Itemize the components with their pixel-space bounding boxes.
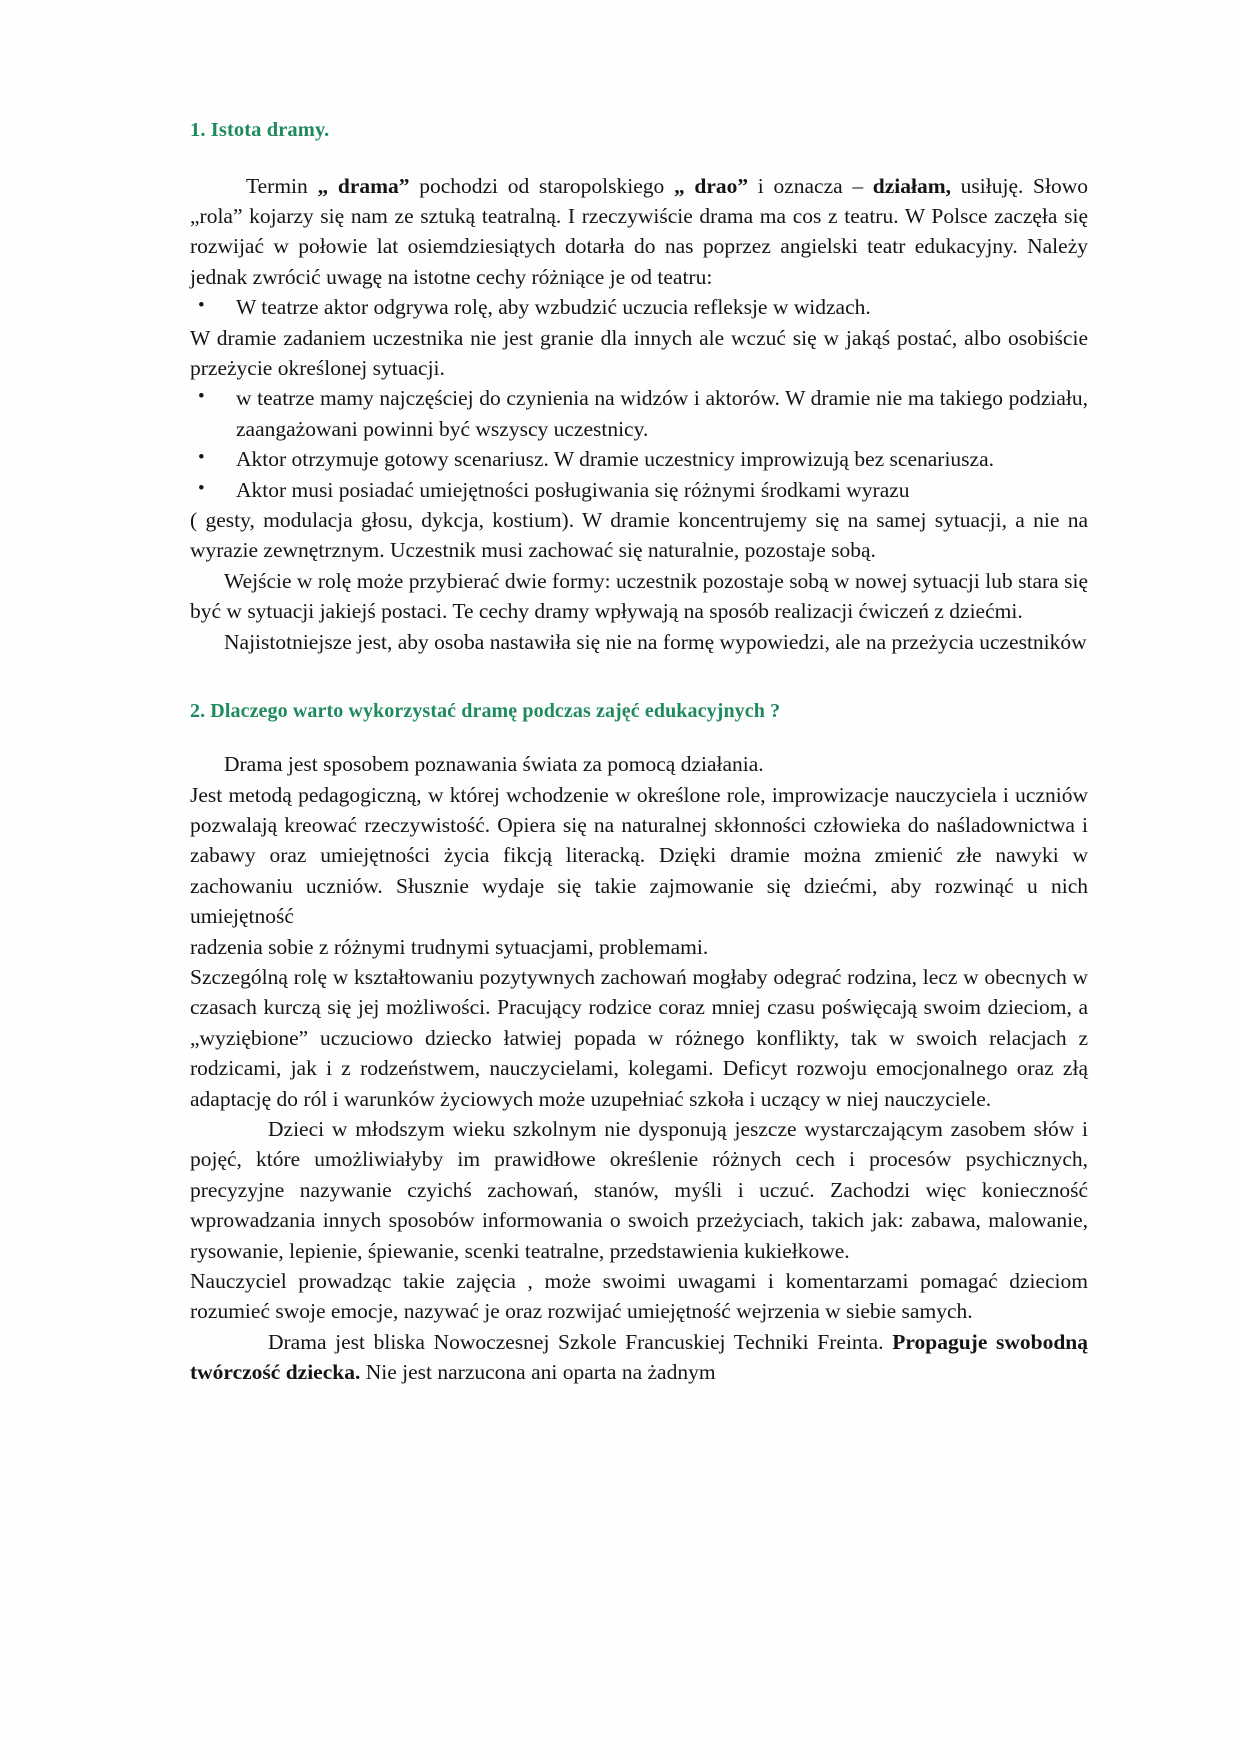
paragraph-najistotniejsze: Najistotniejsze jest, aby osoba nastawiła się nie na formę wypowiedzi, ale na przeżycia uczestników (224, 629, 1087, 654)
freinet-rest: Nie jest narzucona ani oparta na żadnym (365, 1360, 716, 1385)
text-lead: Termin (246, 173, 308, 198)
paragraph-nauczyciel-prowadzac: Nauczyciel prowadząc takie zajęcia , może swoimi uwagami i komentarzami pomagać dzieciom rozumieć swoje emocje, nazywać je oraz rozwijać umiejętność wejrzenia w siebie samych. (190, 1269, 1088, 1324)
list-item-bullet-1 (190, 292, 1088, 322)
term-dzialam: działam, (872, 173, 951, 198)
list-item-bullet-3: • Aktor otrzymuje gotowy scenariusz. W dramie uczestnicy improwizują bez scenariusza. (190, 444, 1088, 474)
section-1-body (190, 171, 1088, 658)
paragraph-termin (190, 171, 1088, 293)
paragraph-metoda-pedagogiczna: Jest metodą pedagogiczną, w której wchodzenie w określone role, improwizacje nauczyciela i uczniów pozwalają kreować rzeczywistość. Opiera się na naturalnej skłonności człowieka do naśladownictwa i zabawy oraz umiejętności życia fikcją literacką. Dzięki dramie można zmienić złe nawyki w zachowaniu uczniów. Słusznie wydaje się takie zajmowanie się dziećmi, aby rozwinąć u nich umiejętność (190, 782, 1088, 929)
drama-vs-theatre-list (190, 383, 1088, 474)
paragraph-after-bullet-4: ( gesty, modulacja głosu, dykcja, kostium). W dramie koncentrujemy się na samej sytuacji, a nie na wyrazie zewnętrznym. Uczestnik musi zachować się naturalnie, pozostaje sobą. (190, 508, 1088, 563)
list-item-bullet-2: • w teatrze mamy najczęściej do czynienia na widzów i aktorów. W dramie nie ma takiego podziału, zaangażowani powinni być wszyscy uczestnicy. (190, 383, 1088, 444)
freinet-lead: Drama jest bliska Nowoczesnej Szkole Francuskiej Techniki Freinta. (268, 1329, 884, 1354)
term-drama: „ drama” (317, 173, 410, 198)
bullet-4-text: Aktor musi posiadać umiejętności posługiwania się różnymi środkami wyrazu (236, 477, 910, 502)
freinet-bold: Propaguje swobodną twórczość dziecka. (190, 1329, 1089, 1385)
text-mid-1: pochodzi od staropolskiego (419, 173, 665, 198)
list-item-bullet-4 (190, 475, 1088, 505)
text-mid-2: i oznacza – (757, 173, 864, 198)
section-heading-2: 2. Dlaczego warto wykorzystać dramę podczas zajęć edukacyjnych ? (190, 700, 781, 723)
paragraph-termin-rest: usiłuję. Słowo „rola” kojarzy się nam ze sztuką teatralną. I rzeczywiście drama ma cos z teatru. W Polsce zaczęła się rozwijać w połowie lat osiemdziesiątych dotarła do nas poprzez angielski teatr edukacyjny. Należy jednak zwrócić uwagę na istotne cechy różniące je od teatru: (190, 173, 1088, 289)
paragraph-after-bullet-1: W dramie zadaniem uczestnika nie jest granie dla innych ale wczuć się w jakąś postać, albo osobiście przeżycie określonej sytuacji. (190, 325, 1088, 381)
bullet-1-text: W teatrze aktor odgrywa rolę, aby wzbudzić uczucia refleksje w widzach. (236, 295, 871, 320)
paragraph-freinet (190, 1327, 1088, 1388)
paragraph-radzenia-sobie: radzenia sobie z różnymi trudnymi sytuacjami, problemami. (190, 934, 709, 959)
section-heading-1: 1. Istota dramy. (190, 119, 330, 141)
paragraph-dzieci-w-mlodszym-wieku: Dzieci w młodszym wieku szkolnym nie dysponują jeszcze wystarczającym zasobem słów i pojęć, które umożliwiałyby im prawidłowe określenie różnych cech i procesów psychicznych, precyzyjne nazywanie czyichś zachowań, stanów, myśli i uczuć. Zachodzi więc konieczność wprowadzania innych sposobów informowania o swoich przeżyciach, takich jak: zabawa, malowanie, rysowanie, lepienie, śpiewanie, scenki teatralne, przedstawienia kukiełkowe. (190, 1116, 1088, 1263)
section-2-body (190, 749, 1088, 1388)
paragraph-drama-sposob: Drama jest sposobem poznawania świata za pomocą działania. (224, 752, 764, 777)
paragraph-wejscie-w-role: Wejście w rolę może przybierać dwie formy: uczestnik pozostaje sobą w nowej sytuacji lub stara się być w sytuacji jakiejś postaci. Te cechy dramy wpływają na sposób realizacji ćwiczeń z dziećmi. (190, 568, 1088, 624)
term-drao: „ drao” (673, 173, 749, 198)
paragraph-szczegolna-rola: Szczególną rolę w kształtowaniu pozytywnych zachowań mogłaby odegrać rodzina, lecz w obecnych w czasach kurczą się jej możliwości. Pracujący rodzice coraz mniej czasu poświęcają swoim dzieciom, a „wyziębione” uczuciowo dziecko łatwiej popada w różnego konflikty, tak w swoich relacjach z rodzicami, jak i z rodzeństwem, nauczycielami, kolegami. Deficyt rozwoju emocjonalnego oraz złą adaptację do ról i warunków życiowych może uzupełniać szkoła i uczący w niej nauczyciele. (190, 964, 1088, 1111)
